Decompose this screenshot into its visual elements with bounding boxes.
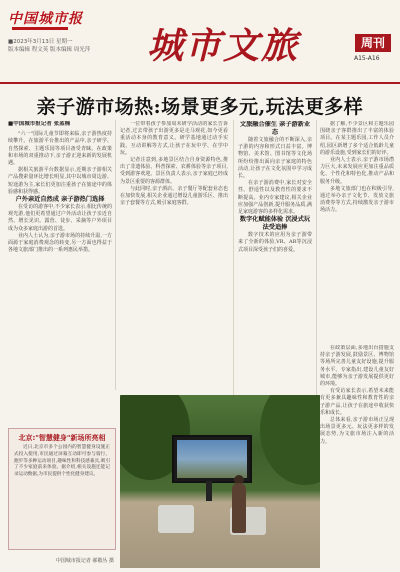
paragraph: 据了解,不少景区和主题乐园围绕亲子客群推出了丰富的体验项目。在某主题乐园,工作人员介绍,园区新增了多个适合低龄儿童的游乐设施,受到家长们的好评。 — [320, 121, 394, 156]
sidebar-box-title: 北京:"智慧健身"新场所亮相 — [18, 434, 106, 442]
article-column-4 — [320, 121, 394, 341]
paragraph: 近日,北京市多个公园内的智慧健身设施正式投入使用,市民通过屏幕互动即可参与骑行、跑步等多种运动项目,趣味性和科技感兼具,吸引了不少家庭前来体验。据介绍,相关设施还能记录运动数据,为市民提供个性化健身建议。 — [14, 445, 110, 478]
page-range: A15-A16 — [354, 55, 380, 62]
paragraph: 在受访的游客中,不少家长表示,相比传统的观光游,他们更希望通过户外活动让孩子亲近自然、增长见识。露营、徒步、采摘等户外项目成为众多家庭出游的首选。 — [8, 204, 112, 232]
paragraph: 数字技术的应用为亲子游带来了全新的体验,VR、AR等沉浸式项目深受孩子们的喜爱。 — [238, 232, 312, 253]
byline: ■中国城市报记者 张蓝楠 — [8, 121, 71, 127]
paragraph: 总体来看,亲子游市场正呈现出场景更多元、玩法更多样的发展态势,为文旅市场注入新的活力。 — [320, 417, 394, 445]
edition-date: ■2023年3月13日 星期一 — [8, 39, 73, 45]
masthead — [0, 0, 400, 82]
paragraph: 在亲子游消费中,家长对安全性、舒适性以及教育性的要求不断提高。业内专家建议,相关企业应加强产品创新,提升服务品质,满足家庭游客的多样化需求。 — [238, 180, 312, 216]
news-photo — [120, 395, 320, 568]
edition-info — [8, 38, 90, 54]
paragraph: 据相关旅游平台数据显示,近期亲子游相关产品搜索量环比增长明显,其中以城市周边游、短途游为主,家长们更加注重孩子在旅途中的体验感和获得感。 — [8, 167, 112, 195]
column-divider — [115, 120, 116, 390]
article-subhead: 文旅融合催生 亲子游新业态 — [239, 121, 311, 136]
section-banner: 城市文旅 — [147, 25, 300, 67]
masthead-rule — [0, 82, 400, 84]
edition-editors: 版本编辑 程文英 版本编辑 周光萍 — [8, 47, 91, 53]
exercise-pedestal — [158, 505, 194, 533]
paragraph: 业内人士表示,亲子游市场潜力巨大,未来发展应更加注重品质化、个性化和特色化,推动产品和服务升级。 — [320, 157, 394, 185]
newspaper-brand: 中国城市报 — [8, 11, 83, 27]
paragraph: 随着文旅融合的不断深入,亲子游的内容和形式日益丰富。博物馆、美术馆、图书馆等文化场所纷纷推出面向亲子家庭的特色活动,让孩子在文化氛围中学习成长。 — [238, 137, 312, 180]
screen-display — [177, 440, 247, 478]
weekly-badge: 周刊 — [355, 34, 391, 52]
paragraph: 记者注意到,多地景区结合自身资源特色,推出了非遗体验、科普探索、农耕体验等亲子项目,受到游客欢迎。景区负责人表示,亲子家庭已经成为景区重要的客源群体。 — [120, 157, 228, 185]
article-column-5 — [320, 345, 394, 565]
article-column-2 — [120, 121, 228, 391]
sidebar-box-text — [14, 445, 110, 479]
screen-stand — [206, 481, 212, 501]
paragraph: 有受访家长表示,希望未来能有更多兼具趣味性和教育性的亲子游产品,让孩子在旅途中收获快乐和成长。 — [320, 388, 394, 416]
paragraph: 一位带着孩子参加周末研学活动的家长告诉记者,过去带孩子出游更多是走马观花,如今更看重活动本身的教育意义。研学基地通过动手实践、互动讲解等方式,让孩子在玩中学、在学中玩。 — [120, 121, 228, 156]
page-headline: 亲子游市场热:场景更多元,玩法更多样 — [36, 96, 364, 118]
article-subhead: 数字化赋能体验 沉浸式玩法受追捧 — [239, 216, 311, 232]
paragraph: 与此同时,亲子酒店、亲子餐厅等配套业态也在加快发展,相关企业通过增设儿童游乐区、推出亲子套餐等方式,吸引家庭客群。 — [120, 185, 228, 207]
person-figure — [232, 483, 246, 533]
brand-underline — [12, 27, 68, 30]
article-column-1 — [8, 121, 112, 421]
paragraph: "六一"国际儿童节即将来临,亲子游热度持续攀升。在旅游平台推出的产品中,亲子研学、自然探索、主题乐园等项目备受青睐。在政策和市场的双重推动下,亲子游正迎来新的发展机遇。 — [8, 131, 112, 167]
photo-credit: 中国城市报记者 郝敬丛 摄 — [55, 558, 114, 564]
paragraph: 在政策层面,多地出台措施支持亲子游发展,鼓励景区、博物馆等场所完善儿童友好设施,提升服务水平。专家指出,建设儿童友好城市,能够为亲子游发展提供更好的环境。 — [320, 345, 394, 388]
sidebar-box — [8, 428, 116, 550]
article-subhead: 户外亲近自然成 亲子游热门选择 — [15, 196, 105, 204]
paragraph: 业内人士认为,亲子游市场的持续升温,一方面源于家庭消费观念的转变,另一方面也得益于各地文旅部门推出的一系列惠民举措。 — [8, 232, 112, 254]
paragraph: 多地文旅部门也在积极引导,通过举办亲子文化节、发放文旅消费券等方式,持续激发亲子游市场活力。 — [320, 185, 394, 214]
